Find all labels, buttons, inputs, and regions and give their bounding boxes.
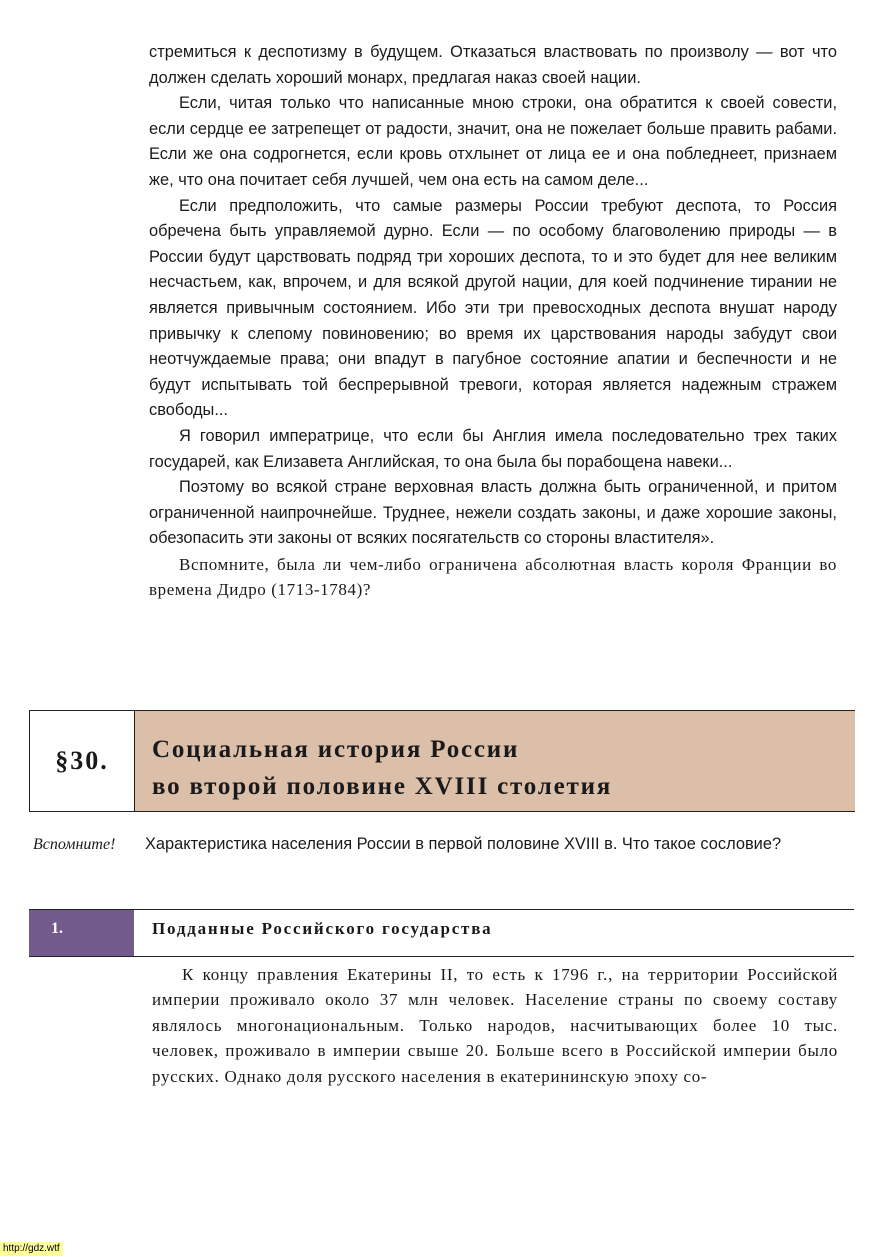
section-title: Подданные Российского государства [152,919,493,938]
section-header [29,909,854,957]
section-number: 1. [29,910,134,956]
paragraph-header [29,710,855,812]
paragraph-title [135,711,855,811]
quote-paragraph: стремиться к деспотизму в будущем. Отказаться властвовать по произволу — вот что должен сделать хороший монарх, предлагая наказ своей нации. [149,43,837,87]
watermark-link[interactable]: http://gdz.wtf [0,1242,63,1256]
remember-label: Вспомните! [33,836,116,853]
remember-block [33,832,838,858]
quote-paragraph: Если, читая только что написанные мною строки, она обратится к своей совести, если сердце ее затрепещет от радости, значит, она не пожелает больше править рабами. Если же она содрогнется, если кровь отхлынет от лица ее и она побледнеет, признаем же, что она почитает себя лучшей, чем она есть на самом деле... [149,94,837,189]
paragraph-title-line1: Социальная история России [152,736,520,763]
section-body [152,962,838,1089]
paragraph-title-line2: во второй половине XVIII столетия [152,773,613,800]
quote-block [149,40,837,603]
paragraph-number: §30. [30,711,135,811]
quote-paragraph: Я говорил императрице, что если бы Англия имела последовательно трех таких государей, как Елизавета Английская, то она была бы порабощена навеки... [149,426,837,471]
quote-paragraph: Если предположить, что самые размеры России требуют деспота, то Россия обречена быть управляемой дурно. Если — по особому благоволению природы — в России будут царствовать подряд три хороших деспота, то и это будет для нее великим несчастьем, как, впрочем, и для всякой другой нации, для коей подчинение тирании не является привычным состоянием. Ибо эти три превосходных деспота внушат народу привычку к слепому повиновению; во время их царствования народы забудут свои неотчуждаемые права; они впадут в пагубное состояние апатии и беспечности и не будут испытывать той беспрерывной тревоги, которая является надежным стражем свободы... [149,196,837,420]
remember-text: Характеристика населения России в первой половине XVIII в. Что такое сословие? [145,835,782,853]
body-paragraph: К концу правления Екатерины II, то есть к 1796 г., на территории Российской империи проживало около 37 млн человек. Население страны по своему составу являлось многонациональным. Только народов, насчитывающих более 10 тыс. человек, проживало в империи свыше 20. Больше всего в Российской империи было русских. Однако доля русского населения в екатерининскую эпоху со- [152,965,838,1086]
quote-paragraph: Поэтому во всякой стране верховная власть должна быть ограниченной, и притом ограниченной наипрочнейше. Труднее, нежели создать законы, и даже хорошие законы, обезопасить эти законы от всяких посягательств со стороны властителя». [149,478,837,548]
question-paragraph: Вспомните, была ли чем-либо ограничена абсолютная власть короля Франции во времена Дидро (1713-1784)? [149,554,837,600]
